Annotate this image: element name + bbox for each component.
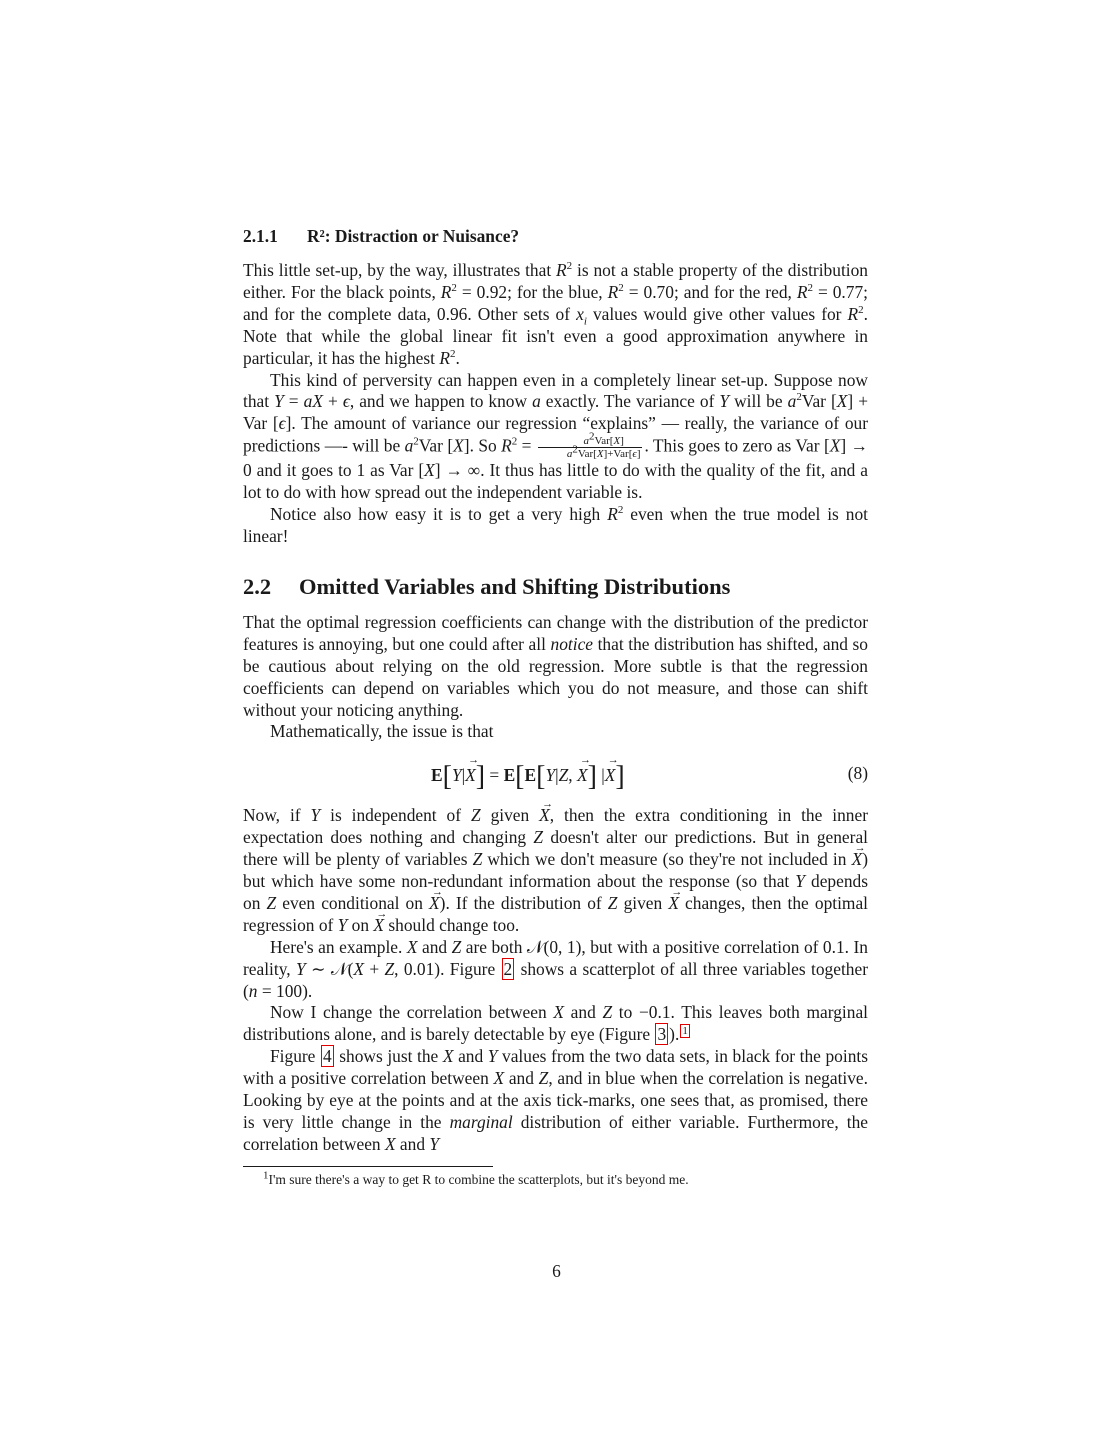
footnote xyxy=(243,1171,868,1188)
paragraph-notice: Notice also how easy it is to get a very high $R^2$ even when the true model is not linear! xyxy=(243,504,868,546)
page-body xyxy=(243,226,868,1188)
paragraph-mathematically: Mathematically, the issue is that xyxy=(270,721,494,742)
page-number: 6 xyxy=(552,1261,561,1281)
section-title: Omitted Variables and Shifting Distributions xyxy=(299,573,731,599)
r2-fraction: $\frac{a^2Var[X]}{a^2Var[X]+Var[\epsilon]}$ xyxy=(538,435,643,460)
figure-4-link[interactable]: 4 xyxy=(322,1046,332,1067)
paragraph-change-correlation: Now I change the correlation between X and Z to −0.1. This leaves both marginal distributions alone, and is barely detectable by eye (Figure 3 ). $^1$ xyxy=(243,1002,868,1045)
section-heading xyxy=(243,574,868,602)
paragraph-independence: Now, if Y is independent of Z given → X, then the extra conditioning in the inner expectation does nothing and changing Z doesn't alter our predictions. But in general there will be plenty of variables Z which we don't measure (so they're not included in → X) but which have some non-redundant information about the response (so that Y depends on Z even conditional on → X). If the distribution of Z given → X changes, then the optimal regression of Y on → X should change too. xyxy=(243,805,868,936)
figure-2-link[interactable]: 2 xyxy=(503,958,513,979)
footnote-1-link[interactable]: 1 xyxy=(682,1024,688,1037)
paragraph-coefficients: That the optimal regression coefficients can change with the distribution of the predictor features is annoying, but one could after all notice that the distribution has shifted, and so be cautious about relying on the old regression. More subtle is that the regression coefficients can depend on variables which you do not measure, and those can shift without your noticing anything. xyxy=(243,611,868,720)
subsection-heading xyxy=(243,226,868,248)
paragraph-perversity: This kind of perversity can happen even in a completely linear set-up. Suppose now that Y = aX + ϵ, and we happen to know a exactly. The variance of Y will be $a^2Var$ [X] + Var [ϵ]. The amount of variance our regression “explains” — really, the variance of our predictions —- will be $a^2Var$ [X]. So $R^2$ = $\frac{a^2Var[X]}{a^2Var[X]+Var[\epsilon]}$ . This goes to zero as Var [X] → 0 and it goes to 1 as Var [X] → ∞. It thus has little to do with the quality of the fit, and a lot to do with how spread out the independent variable is. xyxy=(243,369,869,503)
equation-number: (8) xyxy=(847,763,868,784)
paragraph-example: Here's an example. X and Z are both 𝒩(0, 1), but with a positive correlation of 0.1. In reality, Y ∼ 𝒩(X + Z, 0.01). Figure 2 shows a scatterplot of all three variables together (n = 100). xyxy=(243,936,869,1001)
footnote-mark: 1 xyxy=(263,1169,269,1182)
equation-body: E[Y|→ X] = E[E[Y|Z, → X] |→ X] xyxy=(431,761,625,793)
paragraph-r2-stability: This little set-up, by the way, illustrates that $R^2$ is not a stable property of the distribution either. For the black points, $R^2 = 0.92$; for the blue, $R^2 = 0.70$; and for the red, $R^2 = 0.77$; and for the complete data, 0.96. Other sets of $x_i$ values would give other values for $R^2$. Note that while the global linear fit isn't even a good approximation anywhere in particular, it has the highest $R^2$. xyxy=(243,260,869,368)
subsection-title: R²: Distraction or Nuisance? xyxy=(307,226,520,246)
footnote-text: I'm sure there's a way to get R to combine the scatterplots, but it's beyond me. xyxy=(268,1171,689,1187)
footnote-rule xyxy=(243,1166,493,1167)
subsection-number: 2.1.1 xyxy=(243,226,278,246)
equation-8 xyxy=(243,747,868,803)
paragraph-figure-4: Figure 4 shows just the X and Y values from the two data sets, in black for the points with a positive correlation between X and Z, and in blue when the correlation is negative. Looking by eye at the points and at the axis tick-marks, one sees that, as promised, there is very little change in the marginal distribution of either variable. Furthermore, the correlation between X and Y xyxy=(243,1046,868,1154)
figure-3-link[interactable]: 3 xyxy=(657,1024,667,1045)
section-number: 2.2 xyxy=(243,573,272,599)
